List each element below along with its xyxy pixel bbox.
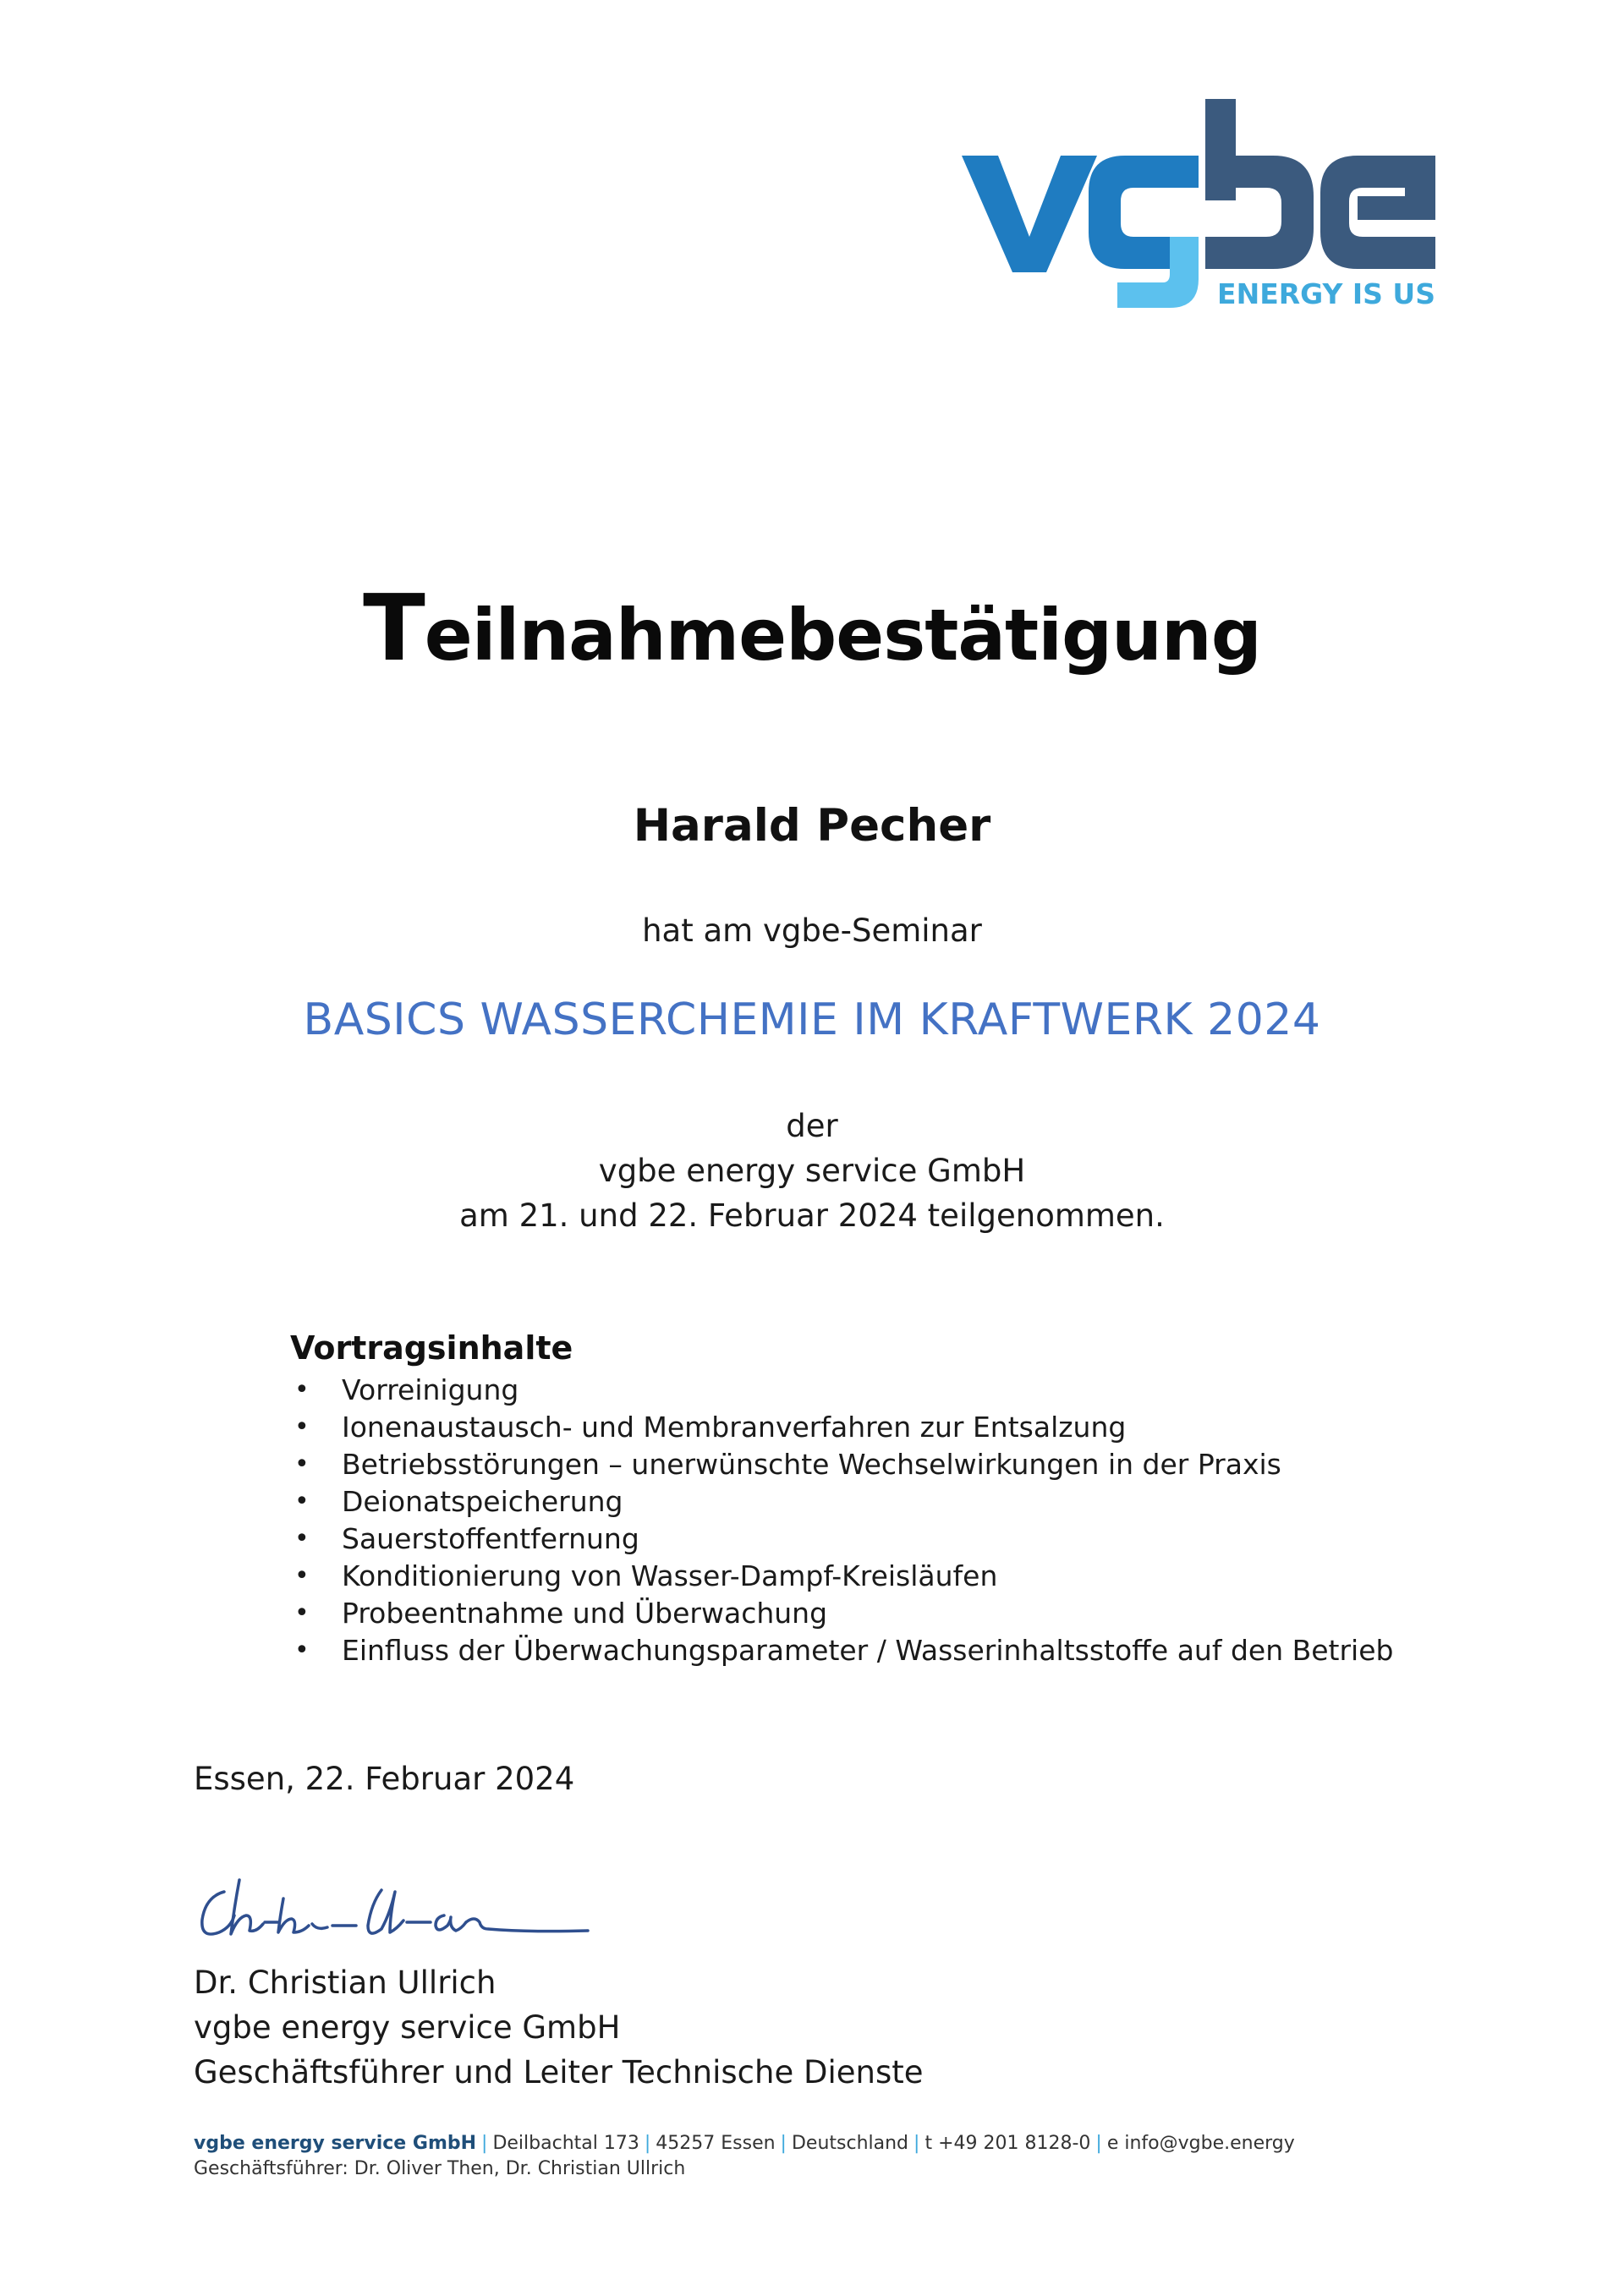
bullet-icon: •	[294, 1412, 310, 1442]
organizer-der: der	[786, 1108, 838, 1144]
list-item-text: Ionenaustausch- und Membranverfahren zur Entsalzung	[342, 1411, 1127, 1444]
signer-role: Geschäftsführer und Leiter Technische Dienste	[194, 2054, 924, 2091]
footer-street: Deilbachtal 173	[492, 2133, 639, 2154]
list-item-text: Vorreinigung	[342, 1373, 519, 1406]
footer-separator: |	[914, 2133, 920, 2154]
list-item-text: Deionatspeicherung	[342, 1485, 623, 1518]
list-item-text: Betriebsstörungen – unerwünschte Wechselwirkungen in der Praxis	[342, 1448, 1281, 1481]
footer-email[interactable]: e info@vgbe.energy	[1106, 2133, 1295, 2154]
list-item-text: Probeentnahme und Überwachung	[342, 1597, 828, 1630]
signature	[190, 1873, 664, 1954]
bullet-icon: •	[294, 1598, 310, 1628]
footer-separator: |	[1095, 2133, 1102, 2154]
footer	[194, 2131, 1295, 2182]
place-date: Essen, 22. Februar 2024	[194, 1761, 575, 1797]
title-initial: T	[363, 576, 425, 682]
bullet-icon: •	[294, 1449, 310, 1479]
participant-name: Harald Pecher	[633, 800, 991, 852]
footer-separator: |	[780, 2133, 787, 2154]
footer-separator: |	[644, 2133, 651, 2154]
footer-phone: t +49 201 8128-0	[924, 2133, 1091, 2154]
bullet-icon: •	[294, 1561, 310, 1591]
document-title	[0, 576, 1624, 682]
bullet-icon: •	[294, 1487, 310, 1516]
bullet-icon: •	[294, 1375, 310, 1405]
footer-company: vgbe energy service GmbH	[194, 2133, 477, 2154]
list-item-text: Einfluss der Überwachungsparameter / Wasserinhaltsstoffe auf den Betrieb	[342, 1634, 1394, 1667]
bullet-icon: •	[294, 1524, 310, 1553]
list-item	[290, 1483, 1393, 1521]
topics-heading: Vortragsinhalte	[290, 1329, 573, 1367]
signer-block	[194, 1960, 924, 2095]
footer-managers: Geschäftsführer: Dr. Oliver Then, Dr. Christian Ullrich	[194, 2158, 686, 2179]
organizer-date: am 21. und 22. Februar 2024 teilgenommen.	[459, 1197, 1165, 1234]
list-item	[290, 1446, 1393, 1483]
list-item	[290, 1558, 1393, 1595]
list-item-text: Sauerstoffentfernung	[342, 1522, 639, 1555]
signer-company: vgbe energy service GmbH	[194, 2009, 621, 2046]
footer-separator: |	[481, 2133, 488, 2154]
title-rest: eilnahmebestätigung	[424, 594, 1261, 677]
list-item-text: Konditionierung von Wasser-Dampf-Kreisläufen	[342, 1559, 998, 1592]
logo-letter-b-bowl	[1205, 156, 1314, 269]
organizer-company: vgbe energy service GmbH	[598, 1153, 1026, 1189]
footer-address-line	[194, 2131, 1295, 2156]
logo-letter-e	[1320, 156, 1435, 269]
footer-city: 45257 Essen	[656, 2133, 776, 2154]
list-item	[290, 1521, 1393, 1558]
seminar-title: BASICS WASSERCHEMIE IM KRAFTWERK 2024	[303, 995, 1321, 1045]
intro-line: hat am vgbe-Seminar	[642, 912, 982, 949]
list-item	[290, 1595, 1393, 1632]
logo-tagline: ENERGY IS US	[1217, 277, 1435, 310]
list-item	[290, 1372, 1393, 1409]
list-item	[290, 1409, 1393, 1446]
footer-country: Deutschland	[791, 2133, 909, 2154]
vgbe-logo	[952, 95, 1442, 315]
bullet-icon: •	[294, 1636, 310, 1665]
signer-name: Dr. Christian Ullrich	[194, 1964, 497, 2001]
logo-letter-v	[962, 156, 1097, 272]
list-item	[290, 1632, 1393, 1669]
topics-list	[290, 1372, 1393, 1669]
